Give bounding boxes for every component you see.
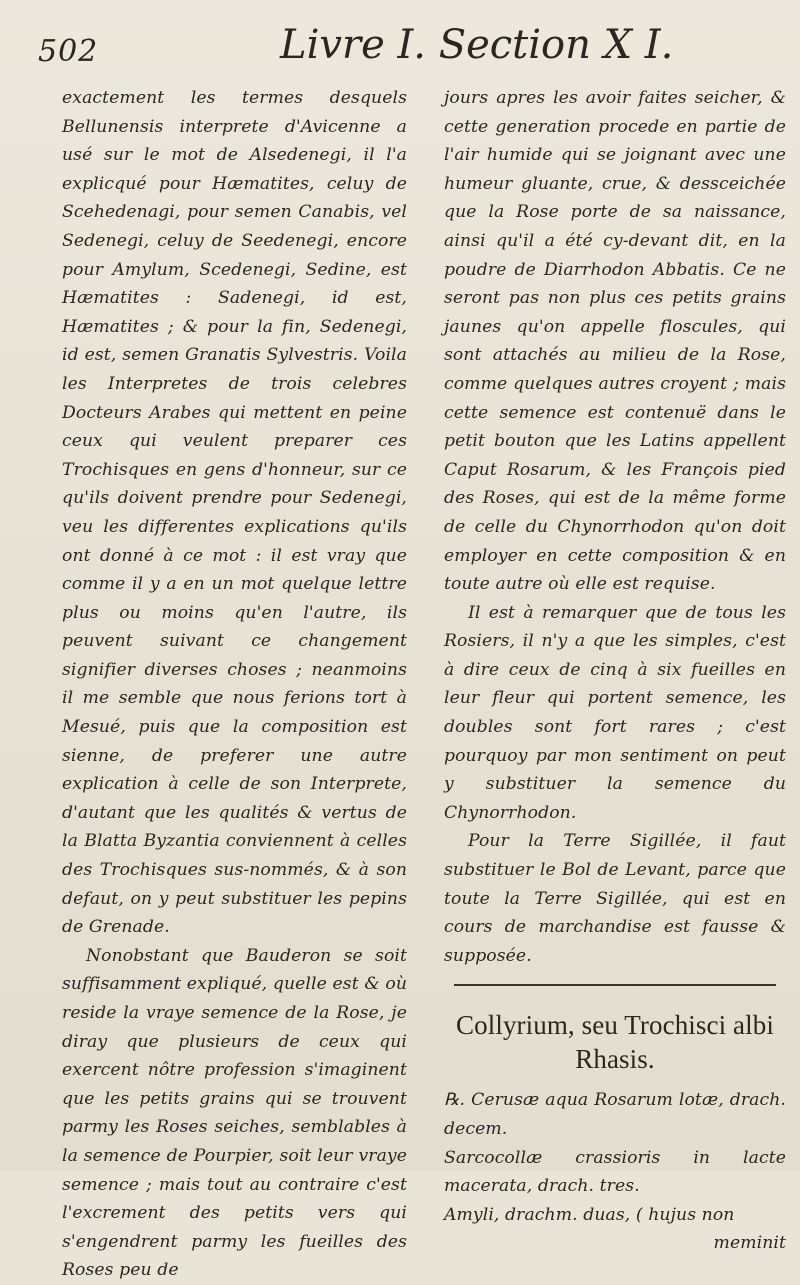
right-paragraph-3: Pour la Terre Sigillée, il faut substituer le Bol de Levant, parce que toute la Terre Sigillée, qui est en cours de marchandise est fausse & supposée. bbox=[444, 831, 786, 966]
recipe-line: Amyli, drachm. duas, ( hujus non bbox=[444, 1204, 735, 1225]
section-divider bbox=[444, 970, 786, 1000]
right-paragraph-2: Il est à remarquer que de tous les Rosiers, il n'y a que les simples, c'est à dire ceux de cinq à six fueilles en leur fleur qui portent semence, les doubles sont fort rares ; c'est pourquoy par mon sentiment on peut y substituer la semence du Chynorrhodon. bbox=[444, 602, 786, 823]
recipe-line: Sarcocollæ crassioris in lacte macerata, drach. tres. bbox=[444, 1147, 786, 1197]
left-paragraph-2: Nonobstant que Bauderon se soit suffisamment expliqué, quelle est & où reside la vraye semence de la Rose, je diray que plusieurs de ceux qui exercent nôtre profession s'imaginent que les petits grains qui se trouvent parmy les Roses seiches, semblables à la semence de Pourpier, soit leur vraye semence ; mais tout au contraire c'est l'excrement des petits vers qui s'engendrent parmy les fueilles des Roses peu de bbox=[62, 945, 407, 1281]
left-paragraph-1: exactement les termes desquels Bellunensis interprete d'Avicenne a usé sur le mot de Alsedenegi, il l'a explicqué pour Hæmatites, celuy de Scehedenagi, pour semen Canabis, vel Sedenegi, celuy de Seedenegi, encore pour Amylum, Scedenegi, Sedine, est Hæmatites : Sadenegi, id est, Hæmatites ; & pour la fin, Sedenegi, id est, semen Granatis Sylvestris. Voila les Interpretes de trois celebres Docteurs Arabes qui mettent en peine ceux qui veulent preparer ces Trochisques en gens d'honneur, sur ce qu'ils doivent prendre pour Sedenegi, veu les differentes explications qu'ils ont donné à ce mot : il est vray que comme il y a en un mot quelque lettre plus ou moins qu'en l'autre, ils peuvent suivant ce changement signifier diverses choses ; neanmoins il me semble que nous ferions tort à Mesué, puis que la composition est sienne, de preferer une autre explication à celle de son Interprete, d'autant que les qualités & vertus de la Blatta Byzantia conviennent à celles des Trochisques sus-nommés, & à son defaut, on y peut substituer les pepins de Grenade. bbox=[62, 88, 407, 938]
right-paragraph-1: jours apres les avoir faites seicher, & cette generation procede en partie de l'air humide qui se joignant avec une humeur gluante, crue, & dessceichée que la Rose porte de sa naissance, ainsi qu'il a été cy-devant dit, en la poudre de Diarrhodon Abbatis. Ce ne seront pas non plus ces petits grains jaunes qu'on appelle floscules, qui sont attachés au milieu de la Rose, comme quelques autres croyent ; mais cette semence est contenuë dans le petit bouton que les Latins appellent Caput Rosarum, & les François pied des Roses, qui est de la même forme de celle du Chynorrhodon qu'on doit employer en cette composition & en toute autre où elle est requise. bbox=[444, 88, 786, 595]
left-column bbox=[62, 84, 407, 1285]
recipe-line: ℞. Cerusæ aqua Rosarum lotæ, drach. decem. bbox=[444, 1090, 786, 1139]
page-number: 502 bbox=[38, 34, 99, 69]
divider-line bbox=[454, 984, 776, 986]
catchword: meminit bbox=[713, 1233, 786, 1254]
recipe-title: Collyrium, seu Trochisci albi Rhasis. bbox=[456, 1010, 774, 1075]
right-column bbox=[444, 84, 786, 1258]
running-title: Livre I. Section X I. bbox=[280, 22, 674, 68]
